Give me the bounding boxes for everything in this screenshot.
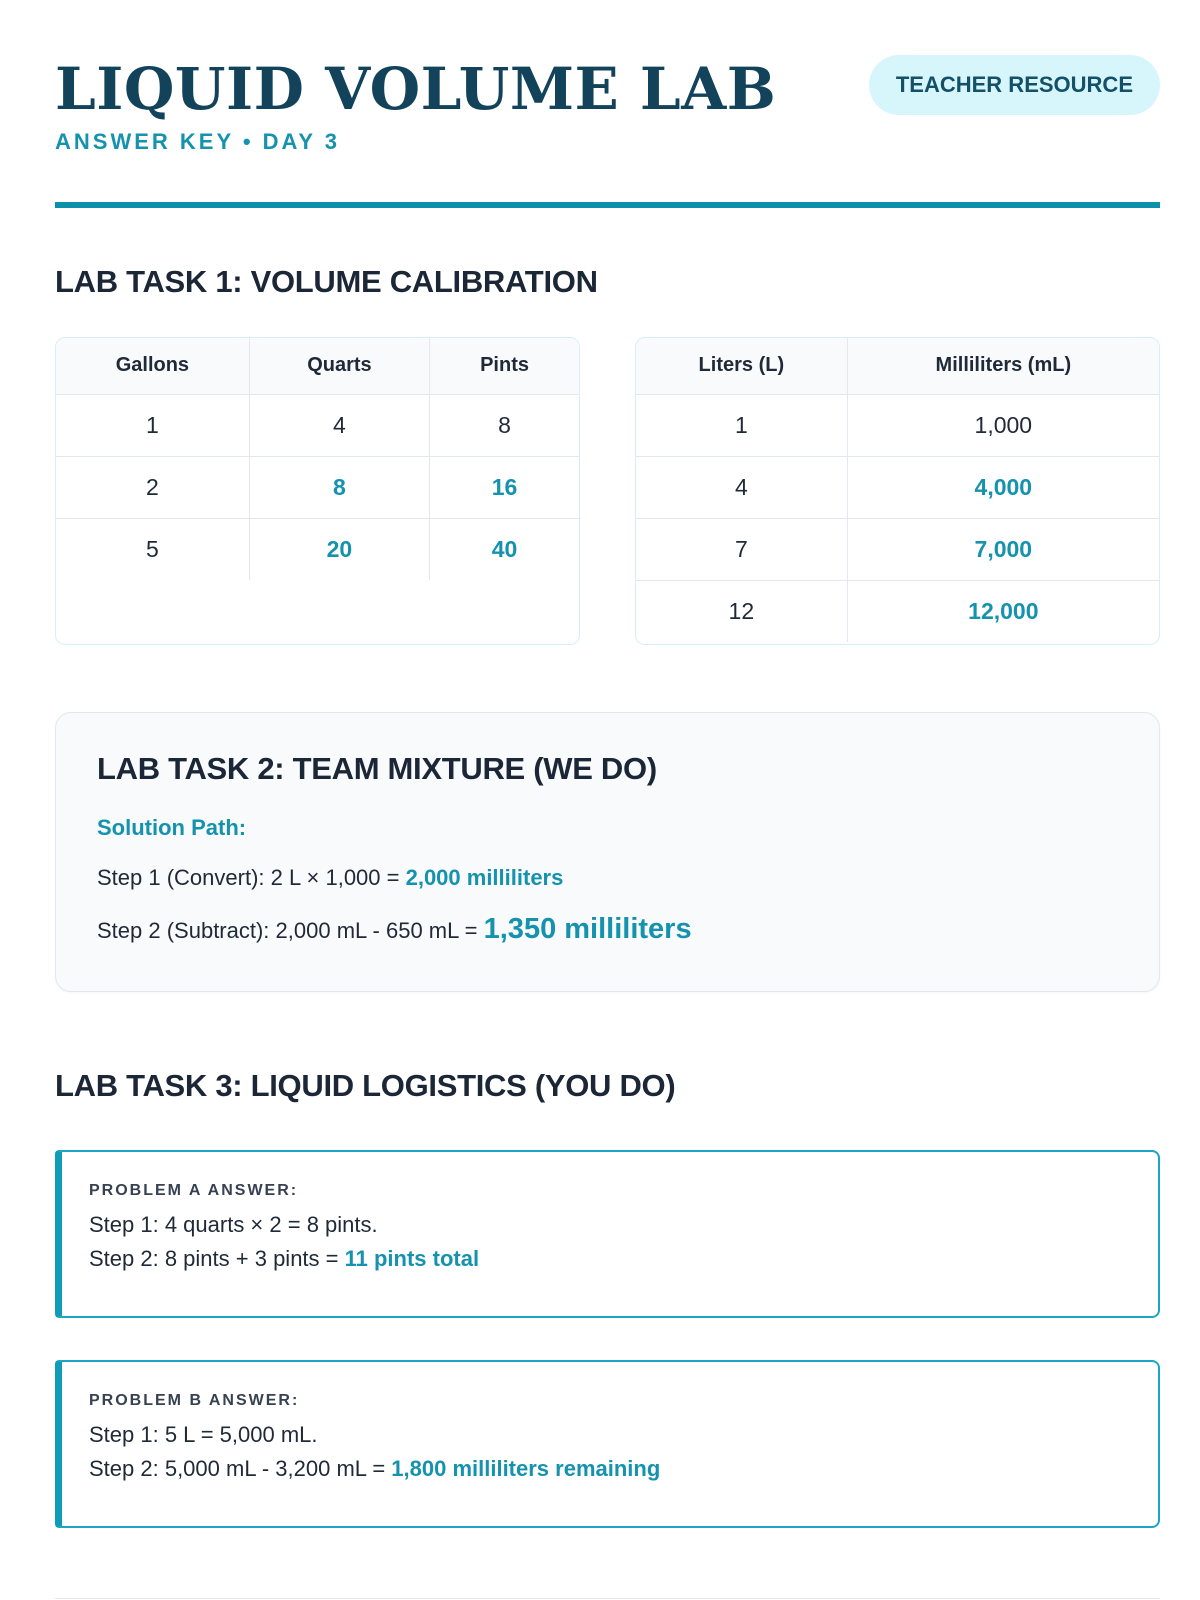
step-text: Step 2: 8 pints + 3 pints = xyxy=(89,1246,345,1271)
final-answer: 1,350 milliliters xyxy=(483,913,692,945)
answer-cell: 12,000 xyxy=(847,580,1159,642)
table-cell: 8 xyxy=(498,411,511,438)
step-answer: 2,000 milliliters xyxy=(405,865,564,890)
table-row xyxy=(636,456,1159,518)
header-divider xyxy=(55,202,1160,208)
answer-cell: 8 xyxy=(249,456,429,518)
problem-a-card xyxy=(55,1150,1160,1318)
table-cell: 12 xyxy=(636,580,847,642)
page-subtitle: ANSWER KEY • DAY 3 xyxy=(55,129,341,154)
answer-cell: 7,000 xyxy=(847,518,1159,580)
problem-b-step2 xyxy=(89,1456,660,1482)
teacher-resource-badge: TEACHER RESOURCE xyxy=(869,55,1160,115)
table-cell: 7 xyxy=(636,518,847,580)
problem-b-card xyxy=(55,1360,1160,1528)
step-text: Step 2: 5,000 mL - 3,200 mL = xyxy=(89,1456,392,1481)
table-row xyxy=(636,580,1159,642)
column-header: Gallons xyxy=(56,338,249,394)
table-cell: 1 xyxy=(636,394,847,456)
answer-cell: 16 xyxy=(430,456,579,518)
table-cell: 5 xyxy=(56,518,249,580)
step-text: Step 1 (Convert): 2 L × 1,000 = xyxy=(97,865,406,890)
metric-table xyxy=(635,337,1160,645)
column-header: Pints xyxy=(430,338,579,394)
task2-card xyxy=(55,712,1160,992)
problem-b-label: PROBLEM B ANSWER: xyxy=(89,1392,300,1409)
step-text: Step 2 (Subtract): 2,000 mL - 650 mL = xyxy=(97,918,484,943)
problem-b-step1: Step 1: 5 L = 5,000 mL. xyxy=(89,1422,318,1447)
footer-divider xyxy=(55,1598,1160,1599)
table-cell: 4 xyxy=(636,456,847,518)
problem-a-step1: Step 1: 4 quarts × 2 = 8 pints. xyxy=(89,1212,378,1237)
table-row xyxy=(636,518,1159,580)
table-cell: 2 xyxy=(56,456,249,518)
column-header: Quarts xyxy=(249,338,429,394)
table-row xyxy=(56,518,579,580)
answer-cell: 20 xyxy=(249,518,429,580)
task1-title: LAB TASK 1: VOLUME CALIBRATION xyxy=(55,264,598,299)
step-answer: 11 pints total xyxy=(344,1246,480,1271)
task2-step1 xyxy=(97,865,563,891)
task2-title: LAB TASK 2: TEAM MIXTURE (WE DO) xyxy=(97,751,657,786)
task2-step2 xyxy=(97,913,692,946)
table-row xyxy=(56,394,579,456)
table-row xyxy=(636,394,1159,456)
table-cell: 1,000 xyxy=(974,411,1033,438)
solution-path-label: Solution Path: xyxy=(97,815,247,840)
answer-cell: 40 xyxy=(430,518,579,580)
problem-a-step2 xyxy=(89,1246,479,1272)
column-header: Milliliters (mL) xyxy=(847,338,1159,394)
page-header xyxy=(55,55,1160,165)
column-header: Liters (L) xyxy=(636,338,847,394)
table-cell: 1 xyxy=(56,394,249,456)
table-cell: 4 xyxy=(249,394,429,456)
page-title: LIQUID VOLUME LAB xyxy=(55,55,777,123)
customary-table xyxy=(55,337,580,645)
task3-title: LAB TASK 3: LIQUID LOGISTICS (YOU DO) xyxy=(55,1068,676,1103)
problem-a-label: PROBLEM A ANSWER: xyxy=(89,1182,299,1199)
step-answer: 1,800 milliliters remaining xyxy=(391,1456,661,1481)
answer-cell: 4,000 xyxy=(847,456,1159,518)
table-row xyxy=(56,456,579,518)
